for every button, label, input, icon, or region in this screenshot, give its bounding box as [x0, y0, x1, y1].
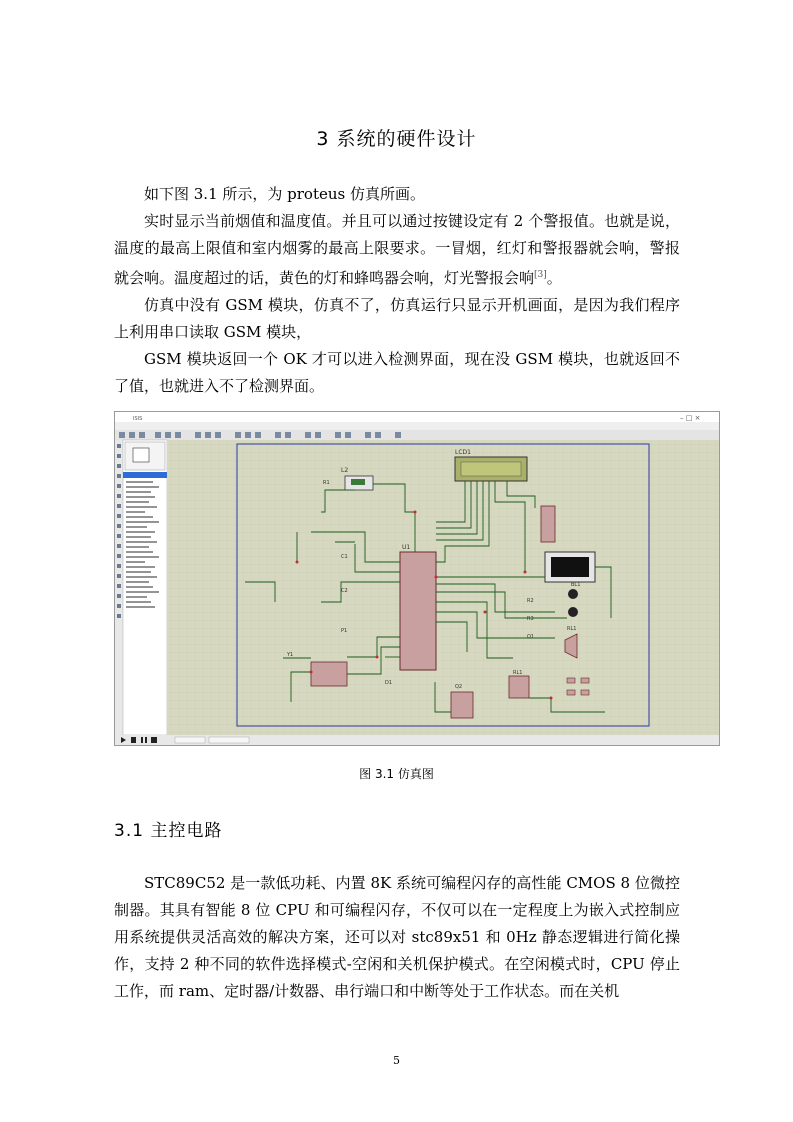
simulation-figure-svg: [115, 412, 719, 745]
lcd-label: LCD1: [455, 449, 471, 456]
selected-device-row: [123, 472, 167, 478]
r1-label: R1: [323, 480, 330, 486]
c2-label: C2: [341, 588, 348, 594]
resistor-pack: [541, 506, 555, 542]
intro-paragraph-1: 如下图 3.1 所示，为 proteus 仿真所画。: [144, 185, 425, 203]
citation-tail: 。: [546, 269, 562, 287]
led-2: [568, 607, 578, 617]
intro-paragraph-3: 仿真中没有 GSM 模块，仿真不了，仿真运行只显示开机画面，是因为我们程序上利用串口读取 GSM 模块，: [114, 296, 680, 341]
relay: [451, 692, 473, 718]
led-1: [568, 589, 578, 599]
window-titlebar: [115, 412, 719, 422]
intro-paragraph-2: [114, 208, 680, 292]
buzzer-label: RL1: [567, 626, 577, 632]
body-text: [114, 870, 680, 1005]
chapter-heading: 3 系统的硬件设计: [316, 128, 477, 150]
proteus-simulation-screenshot: [114, 411, 720, 746]
y1-label: Y1: [287, 652, 294, 658]
q1-label: Q1: [527, 634, 535, 640]
figure-caption: 图 3.1 仿真图: [359, 767, 434, 781]
led-label: BL1: [571, 582, 581, 588]
mcu-chip: [400, 552, 436, 670]
p1-label: P1: [341, 628, 348, 634]
section-heading: 3.1 主控电路: [114, 821, 223, 841]
relay-2: [509, 676, 529, 698]
module-label: L2: [341, 467, 349, 474]
relay-label: RL1: [513, 670, 523, 676]
citation-mark: [3]: [534, 270, 547, 280]
body-paragraph: STC89C52 是一款低功耗、内置 8K 系统可编程闪存的高性能 CMOS 8 位微控制器。其具有智能 8 位 CPU 和可编程闪存，不仅可以在一定程度上为嵌入式控制应用系统提供灵活高效的解决方案，还可以对 stc89x51 和 0Hz 静态逻辑进行简化操作，支持 2 种不同的软件选择模式-空闲和关机保护模式。在空闲模式时，CPU 停止工作，而 ram、定时器/计数器、串行端口和中断等处于工作状态。而在关机: [114, 874, 680, 1000]
window-title-text: ISIS: [133, 416, 143, 422]
intro-text: [114, 181, 680, 400]
mcu-label: U1: [402, 544, 411, 551]
q2-label: Q2: [455, 684, 463, 690]
d1-label: D1: [385, 680, 393, 686]
intro-paragraph-2-text: 实时显示当前烟值和温度值。并且可以通过按键设定有 2 个警报值。也就是说，温度的最高上限值和室内烟雾的最高上限要求。一冒烟，红灯和警报器就会响，警报就会响。温度超过的话，黄色的灯和蜂鸣器会响，灯光警报会响: [114, 212, 680, 287]
r3-label: R3: [527, 616, 534, 622]
status-bar: [115, 735, 719, 745]
c1-label: C1: [341, 554, 348, 560]
sensor-ic: [311, 662, 347, 686]
r2-label: R2: [527, 598, 534, 604]
window-controls-icon: – □ ×: [680, 414, 701, 422]
intro-paragraph-4: GSM 模块返回一个 OK 才可以进入检测界面，现在没 GSM 模块，也就返回不了值，也就进入不了检测界面。: [114, 350, 680, 395]
menu-bar: [115, 422, 719, 430]
page-number: 5: [393, 1054, 400, 1067]
